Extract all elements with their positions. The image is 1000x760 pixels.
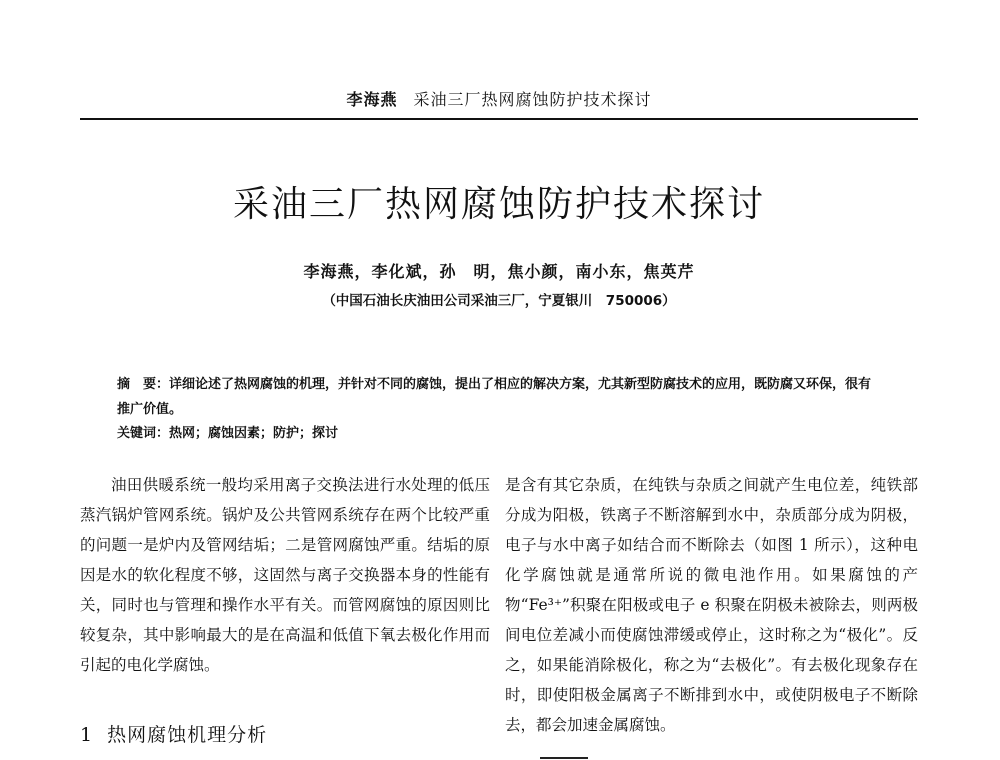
keywords-label: 关键词： xyxy=(117,426,170,441)
section-title: 热网腐蚀机理分析 xyxy=(107,724,268,746)
section-number: 1 xyxy=(80,724,94,746)
cut-off-line xyxy=(540,752,600,760)
running-head xyxy=(80,87,918,110)
section-heading xyxy=(80,720,267,747)
author-affiliation: （中国石油长庆油田公司采油三厂，宁夏银川 750006） xyxy=(322,293,676,309)
abstract-text: 详细论述了热网腐蚀的机理，并针对不同的腐蚀，提出了相应的解决方案，尤其新型防腐技术的应用，既防腐又环保，很有推广价值。 xyxy=(117,377,872,417)
abstract-label: 摘 要： xyxy=(117,377,170,392)
author-list: 李海燕，李化斌，孙 明，焦小颜，南小东，焦英芹 xyxy=(303,262,695,281)
keywords xyxy=(117,424,877,444)
body-paragraph-left: 油田供暖系统一般均采用离子交换法进行水处理的低压蒸汽锅炉管网系统。锅炉及公共管网系统存在两个比较严重的问题一是炉内及管网结垢；二是管网腐蚀严重。结垢的原因是水的软化程度不够，这固然与离子交换器本身的性能有关，同时也与管理和操作水平有关。而管网腐蚀的原因则比较复杂，其中影响最大的是在高温和低值下氧去极化作用而引起的电化学腐蚀。 xyxy=(80,476,490,674)
article-title: 采油三厂热网腐蚀防护技术探讨 xyxy=(232,184,765,225)
body-column-right xyxy=(505,470,918,740)
abstract xyxy=(117,372,877,422)
keywords-text: 热网；腐蚀因素；防护；探讨 xyxy=(169,426,339,441)
running-head-title: 采油三厂热网腐蚀防护技术探讨 xyxy=(413,90,652,109)
body-paragraph-right: 是含有其它杂质，在纯铁与杂质之间就产生电位差，纯铁部分成为阳极，铁离子不断溶解到水中，杂质部分成为阴极，电子与水中离子如结合而不断除去（如图 1 所示），这种电化学腐蚀就是通常所说的微电池作用。如果腐蚀的产物“Fe³⁺”积聚在阳极或电子 e 积聚在阴极未被除去，则两极间电位差减小而使腐蚀滞缓或停止，这时称之为“极化”。反之，如果能消除极化，称之为“去极化”。有去极化现象存在时，即使阳极金属离子不断排到水中，或使阴极电子不断除去，都会加速金属腐蚀。 xyxy=(505,476,918,734)
running-head-author: 李海燕 xyxy=(346,90,398,109)
header-rule xyxy=(80,118,918,120)
body-column-left xyxy=(80,470,490,680)
